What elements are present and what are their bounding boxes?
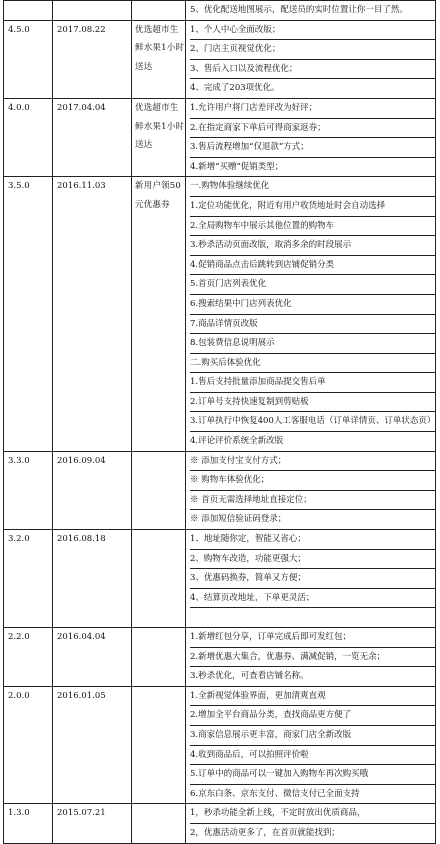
details-cell — [186, 530, 436, 628]
detail-line: 6.搜索结果中门店列表优化 — [190, 295, 435, 315]
detail-line: 3.订单执行中恢复400人工客服电话（订单详情页、订单状态页） — [190, 412, 435, 432]
details-cell — [186, 177, 436, 451]
date-cell-text: 2017.08.22 — [57, 24, 106, 35]
summary-cell-text: 优选超市生鲜水果1小时送达 — [135, 102, 185, 151]
version-cell-text: 3.5.0 — [8, 181, 30, 192]
date-cell-text: 2016.09.04 — [57, 455, 106, 466]
detail-line: 一.购物体验继续优化 — [190, 177, 435, 197]
table-row — [4, 628, 436, 687]
summary-cell — [132, 686, 186, 804]
summary-cell-text: 优选超市生鲜水果1小时送达 — [135, 24, 185, 72]
table-row — [4, 20, 436, 98]
summary-cell — [132, 98, 186, 176]
date-cell-text: 2015.07.21 — [57, 808, 106, 819]
date-cell — [53, 530, 132, 628]
detail-line: 4.新增“买赠”促销类型； — [190, 161, 284, 172]
detail-line: 4.促销商品点击后跳转到店铺促销分类 — [190, 256, 435, 276]
date-cell — [53, 1, 132, 21]
detail-line: 3、优惠码换券，简单又方便； — [190, 569, 435, 589]
details-cell — [186, 20, 436, 98]
date-cell-text: 2016.08.18 — [57, 534, 106, 545]
version-cell — [4, 98, 53, 176]
table-row — [4, 177, 436, 451]
detail-line: 二.购买后体验优化 — [190, 354, 435, 374]
version-cell — [4, 628, 53, 687]
detail-line: 1、地址随你定，智能又省心； — [190, 530, 435, 550]
detail-line: 3.秒杀活动页面改版，取消多余的时段展示 — [190, 236, 435, 256]
table-row — [4, 451, 436, 529]
detail-line: 1.全新视觉体验界面，更加清爽直观 — [190, 687, 435, 707]
detail-line: 2.增加全平台商品分类，查找商品更方便了 — [190, 706, 435, 726]
detail-line: 5、优化配送地图展示，配送员的实时位置让你一目了然。 — [190, 5, 408, 15]
date-cell-text: 2016.01.05 — [57, 690, 106, 701]
version-cell — [4, 451, 53, 529]
version-cell — [4, 804, 53, 843]
date-cell — [53, 804, 132, 843]
version-cell-text: 4.5.0 — [8, 24, 30, 35]
detail-line: 4.收到商品后，可以拍照评价啦 — [190, 746, 435, 766]
detail-line: 1.允许用户将门店差评改为好评； — [190, 99, 435, 119]
date-cell-text: 2017.04.04 — [57, 102, 106, 113]
version-cell-text: 4.0.0 — [8, 102, 30, 113]
date-cell — [53, 177, 132, 451]
version-cell — [4, 1, 53, 21]
date-cell — [53, 20, 132, 98]
version-history-table — [3, 0, 436, 844]
detail-line: 4.评论评价系统全新改版 — [190, 436, 284, 447]
version-cell-text: 1.3.0 — [8, 808, 30, 819]
date-cell — [53, 628, 132, 687]
detail-line: 2、购物车改造，功能更强大； — [190, 550, 435, 570]
table-row — [4, 686, 436, 804]
summary-cell — [132, 628, 186, 687]
detail-line: 1，秒杀功能全新上线，不定时放出优质商品， — [190, 804, 435, 824]
date-cell — [53, 98, 132, 176]
version-cell-text: 2.2.0 — [8, 632, 30, 642]
detail-line: ※ 添加短信验证码登录； — [190, 514, 287, 525]
detail-line: 2，优惠活动更多了，在首页就能找到； — [190, 827, 340, 838]
summary-cell — [132, 20, 186, 98]
detail-line: 1、个人中心全面改版； — [190, 21, 435, 41]
detail-line: 2、门店主页视觉优化； — [190, 40, 435, 60]
detail-line: 1.售后支持批量添加商品提交售后单 — [190, 373, 435, 393]
detail-line: 7.商品详情页改版 — [190, 315, 435, 335]
detail-line: 2.订单号支持快速复制到剪贴板 — [190, 393, 435, 413]
version-cell-text: 3.3.0 — [8, 455, 30, 466]
table-row — [4, 804, 436, 843]
detail-line: 2.新增优惠大集合，优惠券、满减促销，一览无余； — [190, 648, 435, 668]
detail-line: 3.商家信息展示更丰富，商家门店全新改版 — [190, 726, 435, 746]
date-cell-text: 2016.04.04 — [57, 632, 106, 642]
version-cell — [4, 20, 53, 98]
version-cell — [4, 530, 53, 628]
detail-line: ※ 购物车体验优化； — [190, 471, 435, 491]
version-cell — [4, 686, 53, 804]
detail-line — [190, 608, 435, 627]
details-cell — [186, 451, 436, 529]
detail-line: 4、完成了203项优化。 — [190, 83, 280, 94]
table-row — [4, 1, 436, 21]
details-cell — [186, 1, 436, 21]
table-row — [4, 530, 436, 628]
summary-cell — [132, 1, 186, 21]
version-cell-text: 2.0.0 — [8, 690, 30, 701]
summary-cell — [132, 804, 186, 843]
details-cell — [186, 686, 436, 804]
date-cell-text: 2016.11.03 — [57, 181, 106, 192]
detail-line: 2.在指定商家下单后可得商家返券； — [190, 119, 435, 139]
summary-cell-text: 新用户领50元优惠券 — [135, 181, 182, 210]
details-cell — [186, 804, 436, 843]
detail-line: ※ 首页无需选择地址直接定位； — [190, 491, 435, 511]
detail-line: 8.包装费信息说明展示 — [190, 334, 435, 354]
detail-line: 6.京东白条、京东支付、微信支付已全面支持 — [190, 788, 360, 799]
detail-line: 3、售后入口以及流程优化； — [190, 60, 435, 80]
detail-line: 5.订单中的商品可以一键加入购物车再次购买哦 — [190, 765, 435, 785]
detail-line: 1.新增红包分享，订单完成后即可发红包； — [190, 628, 435, 648]
summary-cell — [132, 530, 186, 628]
version-cell — [4, 177, 53, 451]
details-cell — [186, 628, 436, 687]
detail-line: 3.秒杀优化，可查看店铺名称。 — [190, 671, 309, 682]
detail-line: 2.全局购物车中展示其他位置的购物车 — [190, 217, 435, 237]
version-history-body — [4, 1, 436, 844]
detail-line: 3.售后流程增加“仅退款”方式； — [190, 138, 435, 158]
date-cell — [53, 686, 132, 804]
detail-line: 4、结算页改地址，下单更灵活； — [190, 589, 435, 609]
detail-line: 5.首页门店列表优化 — [190, 275, 435, 295]
detail-line: ※ 添加支付宝支付方式； — [190, 452, 435, 472]
details-cell — [186, 98, 436, 176]
table-row — [4, 98, 436, 176]
summary-cell — [132, 177, 186, 451]
version-cell-text: 3.2.0 — [8, 534, 30, 545]
summary-cell — [132, 451, 186, 529]
detail-line: 1.定位功能优化，附近有用户收货地址时会自动选择 — [190, 197, 435, 217]
date-cell — [53, 451, 132, 529]
